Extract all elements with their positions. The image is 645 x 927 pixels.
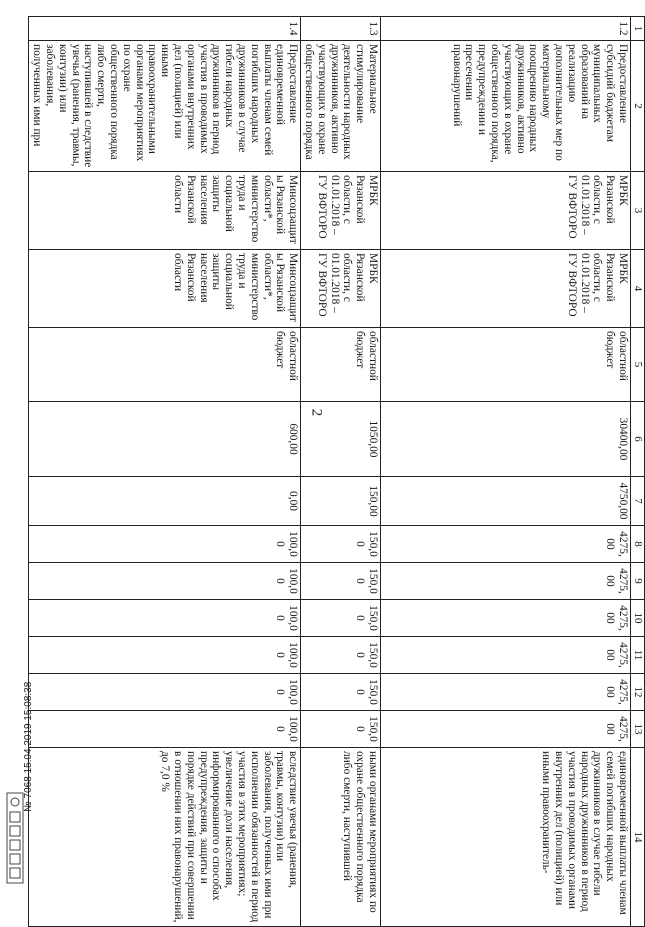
year-amount: 150,00 — [301, 600, 381, 637]
activity-name: Материальное стимулирование деятельности народных дружинников, активно участвующих в охране общественного порядка — [301, 41, 381, 172]
total-amount: 30400,00 — [381, 402, 631, 477]
registration-stamp: № 7068 15.04.2019 15:08:38 — [23, 681, 34, 812]
rotated-table-frame — [30, 16, 645, 923]
column-number: 3 — [631, 172, 645, 250]
column-number: 6 — [631, 402, 645, 477]
year-amount: 4275,00 — [381, 711, 631, 748]
executor-cell: МРБК Рязанской области, с 01.01.2018 – ГУ ВФТОРО — [301, 172, 381, 250]
executor-cell: МРБК Рязанской области, с 01.01.2018 – ГУ ВФТОРО — [381, 172, 631, 250]
column-number: 10 — [631, 600, 645, 637]
year-amount: 150,00 — [301, 526, 381, 563]
column-number: 12 — [631, 674, 645, 711]
year-amount: 4275,00 — [381, 563, 631, 600]
column-number: 13 — [631, 711, 645, 748]
column-number: 1 — [631, 17, 645, 41]
column-number: 11 — [631, 637, 645, 674]
column-number: 5 — [631, 328, 645, 402]
recipient-cell: МРБК Рязанской области, с 01.01.2018 – ГУ ВФТОРО — [301, 250, 381, 328]
expected-result: вследствие увечья (ранения, травмы, контузии) или заболевания, полученных ими при исполнении обязанностей в период участия в этих мероприятиях; увеличение доли населения, информированного о способах предупреждения, защиты и порядке действий при совершении в отношении них правонарушений, до 7,0 % — [29, 748, 301, 927]
year-amount: 4275,00 — [381, 674, 631, 711]
funding-source: областной бюджет — [29, 328, 301, 402]
year-amount: 150,00 — [301, 637, 381, 674]
year-amount: 100,00 — [29, 526, 301, 563]
total-amount: 600,00 — [29, 402, 301, 477]
year-amount: 100,00 — [29, 711, 301, 748]
executor-cell: Минсоцзащиты Рязанской области*, министерство труда и социальной защиты населения Рязанской области — [29, 172, 301, 250]
activity-name: Предоставление субсидий бюджетам муниципальных образований на реализацию дополнительных мер по материальному поощрению народных дружинников, активно участвующих в охране общественного порядка, предупреждении и пресечении правонарушений — [381, 41, 631, 172]
column-number: 8 — [631, 526, 645, 563]
table-row — [301, 17, 381, 927]
row-number: 1.2 — [381, 17, 631, 41]
program-activities-table — [28, 16, 645, 927]
funding-source: областной бюджет — [381, 328, 631, 402]
year-amount: 150,00 — [301, 563, 381, 600]
expected-result: единовременной выплаты членам семей погибших народных дружинников в случае гибели народных дружинников в период участия в проводимых органами внутренних дел (полицией) или иными правоохранитель- — [381, 748, 631, 927]
table-row — [381, 17, 631, 927]
year-amount: 150,00 — [301, 477, 381, 526]
year-amount: 4275,00 — [381, 637, 631, 674]
row-number: 1.3 — [301, 17, 381, 41]
funding-source: областной бюджет — [301, 328, 381, 402]
activity-name: Предоставление единовременной выплаты членам семей погибших народных дружинников в случае гибели народных дружинников в период участия в проводимых органами внутренних дел (полицией) или иными правоохранительными органами мероприятиях по охране общественного порядка либо смерти, наступившей в следствие увечья (ранения, травмы, контузии) или заболевания, полученных ими при — [29, 41, 301, 172]
column-number: 2 — [631, 41, 645, 172]
year-amount: 4750,00 — [381, 477, 631, 526]
column-number: 7 — [631, 477, 645, 526]
column-number-row — [631, 17, 645, 927]
total-amount: 1050,00 — [301, 402, 381, 477]
recipient-cell: МРБК Рязанской области, с 01.01.2018 – ГУ ВФТОРО — [381, 250, 631, 328]
year-amount: 0,00 — [29, 477, 301, 526]
year-amount: 150,00 — [301, 711, 381, 748]
year-amount: 100,00 — [29, 637, 301, 674]
page-number: 2 — [308, 408, 325, 417]
column-number: 9 — [631, 563, 645, 600]
row-number: 1.4 — [29, 17, 301, 41]
year-amount: 4275,00 — [381, 526, 631, 563]
year-amount: 4275,00 — [381, 600, 631, 637]
recipient-cell: Минсоцзащиты Рязанской области*, министерство труда и социальной защиты населения Рязанской области — [29, 250, 301, 328]
year-amount: 100,00 — [29, 600, 301, 637]
column-number: 4 — [631, 250, 645, 328]
column-number: 14 — [631, 748, 645, 927]
expected-result: ными органами мероприятиях по охране общественного порядка либо смерти, наступившей — [301, 748, 381, 927]
year-amount: 100,00 — [29, 563, 301, 600]
document-logo-icon — [6, 792, 24, 884]
year-amount: 150,00 — [301, 674, 381, 711]
table-row — [29, 17, 301, 927]
year-amount: 100,00 — [29, 674, 301, 711]
